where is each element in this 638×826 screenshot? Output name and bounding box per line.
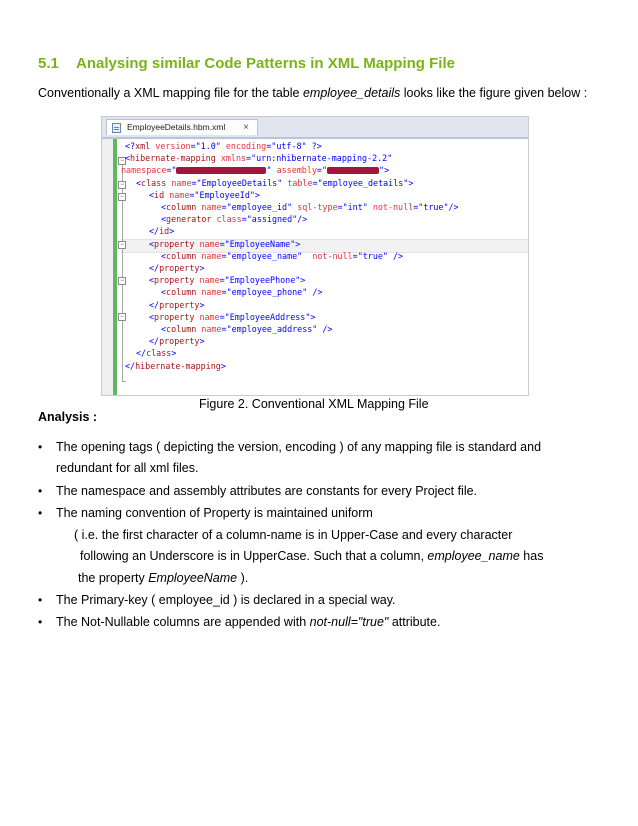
- collapse-icon[interactable]: −: [118, 313, 126, 321]
- code-line[interactable]: </property>: [149, 336, 205, 347]
- section-heading: [38, 55, 455, 72]
- outline-guide: [122, 381, 126, 382]
- code-line[interactable]: </class>: [136, 348, 177, 359]
- bullet-icon: •: [38, 440, 43, 454]
- code-line[interactable]: <hibernate-mapping xmlns="urn:nhibernate-mapping-2.2": [125, 153, 393, 164]
- bullet-icon: •: [38, 615, 43, 629]
- sub-text-italic: employee_name: [427, 549, 520, 563]
- bullet-text: The opening tags ( depicting the version, encoding ) of any mapping file is standard and: [56, 440, 542, 454]
- code-line[interactable]: <property name="EmployeeAddress">: [149, 311, 316, 322]
- bullet-text: [56, 615, 440, 629]
- collapse-icon[interactable]: −: [118, 277, 126, 285]
- code-line[interactable]: <generator class="assigned"/>: [161, 214, 308, 225]
- intro-table-name: employee_details: [302, 86, 401, 100]
- sub-text: [78, 571, 248, 585]
- code-line[interactable]: </id>: [149, 226, 175, 237]
- change-indicator-bar: [113, 139, 117, 396]
- code-line[interactable]: <column name="employee_id" sql-type="int" not-null="true"/>: [161, 202, 459, 212]
- figure-caption: Figure 2. Conventional XML Mapping File: [199, 397, 429, 411]
- section-number: 5.1: [38, 55, 59, 72]
- sub-text-italic: EmployeeName: [148, 571, 238, 585]
- intro-text: Conventionally a XML mapping file for the table: [38, 86, 303, 100]
- bullet-icon: •: [38, 484, 43, 498]
- code-line[interactable]: namespace=" " assembly=" ">: [121, 165, 390, 176]
- editor-tab-bar: [102, 117, 528, 139]
- editor-tab-title: EmployeeDetails.hbm.xml: [127, 122, 226, 132]
- sub-text: ( i.e. the first character of a column-name is in Upper-Case and every character: [74, 528, 513, 542]
- close-icon[interactable]: ×: [243, 122, 249, 133]
- bullet-icon: •: [38, 506, 43, 520]
- collapse-icon[interactable]: −: [118, 181, 126, 189]
- collapse-icon[interactable]: −: [118, 193, 126, 201]
- bullet-text: The namespace and assembly attributes are constants for every Project file.: [56, 484, 478, 498]
- code-line[interactable]: </property>: [149, 299, 205, 310]
- intro-paragraph: [38, 86, 587, 100]
- code-line[interactable]: <class name="EmployeeDetails" table="employee_details">: [136, 177, 414, 188]
- bullet-icon: •: [38, 593, 43, 607]
- section-title: Analysing similar Code Patterns in XML Mapping File: [76, 55, 455, 72]
- bullet-text-part: The Not-Nullable columns are appended with: [56, 615, 310, 629]
- code-line[interactable]: <id name="EmployeeId">: [149, 189, 260, 200]
- bullet-text: The naming convention of Property is maintained uniform: [56, 506, 373, 520]
- intro-text-end: looks like the figure given below :: [400, 86, 588, 100]
- code-line[interactable]: <property name="EmployeeName">: [149, 238, 301, 249]
- collapse-icon[interactable]: −: [118, 241, 126, 249]
- analysis-heading: Analysis :: [38, 410, 98, 424]
- collapse-icon[interactable]: −: [118, 157, 126, 165]
- sub-text-part: has: [519, 549, 544, 563]
- code-editor-screenshot: [101, 116, 529, 396]
- code-line[interactable]: </property>: [149, 263, 205, 273]
- sub-text-part: ).: [237, 571, 249, 585]
- xml-file-icon: [112, 123, 121, 133]
- bullet-text-italic: not-null="true": [309, 615, 389, 629]
- bullet-text: The Primary-key ( employee_id ) is declared in a special way.: [56, 593, 396, 607]
- sub-text: [80, 549, 543, 563]
- code-line[interactable]: <column name="employee_address" />: [161, 324, 333, 334]
- bullet-text-continued: redundant for all xml files.: [56, 461, 199, 475]
- code-line[interactable]: <column name="employee_name" not-null="true" />: [161, 250, 404, 261]
- bullet-text-part: attribute.: [388, 615, 441, 629]
- sub-text-part: following an Underscore is in UpperCase. Such that a column,: [80, 549, 428, 563]
- code-line[interactable]: <property name="EmployeePhone">: [149, 275, 306, 286]
- code-line[interactable]: <column name="employee_phone" />: [161, 287, 323, 298]
- sub-text-part: the property: [78, 571, 149, 585]
- code-line[interactable]: </hibernate-mapping>: [125, 360, 226, 371]
- editor-gutter: [102, 139, 113, 395]
- code-line[interactable]: <?xml version="1.0" encoding="utf-8" ?>: [125, 141, 322, 151]
- outline-guide: [122, 183, 123, 369]
- editor-tab[interactable]: [106, 119, 258, 135]
